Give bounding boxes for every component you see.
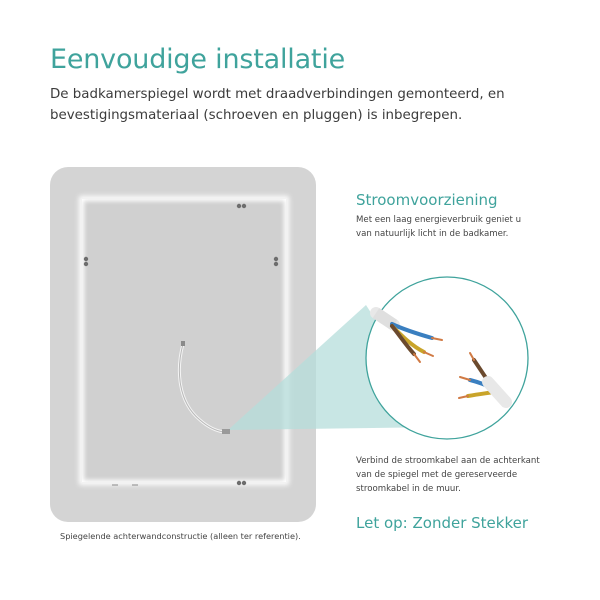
connect-text-line-1: Verbind de stroomkabel aan de achterkant xyxy=(356,456,540,466)
power-title: Stroomvoorziening xyxy=(356,191,498,209)
connect-text-line-2: van de spiegel met de gereserveerde xyxy=(356,470,518,480)
no-plug-notice: Let op: Zonder Stekker xyxy=(356,514,529,532)
wire-zoom-circle xyxy=(366,277,528,439)
connect-text-line-3: stroomkabel in de muur. xyxy=(356,484,461,494)
intro-text: De badkamerspiegel wordt met draadverbindingen gemonteerd, en bevestigingsmateriaal (schroeven en pluggen) is inbegrepen. xyxy=(50,87,505,123)
power-cable-icon xyxy=(179,344,224,432)
screw-hole-icon xyxy=(274,257,278,266)
screw-hole-icon xyxy=(237,204,246,208)
illustration-caption: Spiegelende achterwandconstructie (alleen ter referentie). xyxy=(60,531,301,541)
page-title: Eenvoudige installatie xyxy=(50,44,346,75)
screw-hole-icon xyxy=(84,257,88,266)
power-text-line-2: van natuurlijk licht in de badkamer. xyxy=(356,229,509,239)
power-text-line-1: Met een laag energieverbruik geniet u xyxy=(356,215,522,225)
screw-hole-icon xyxy=(237,481,246,485)
